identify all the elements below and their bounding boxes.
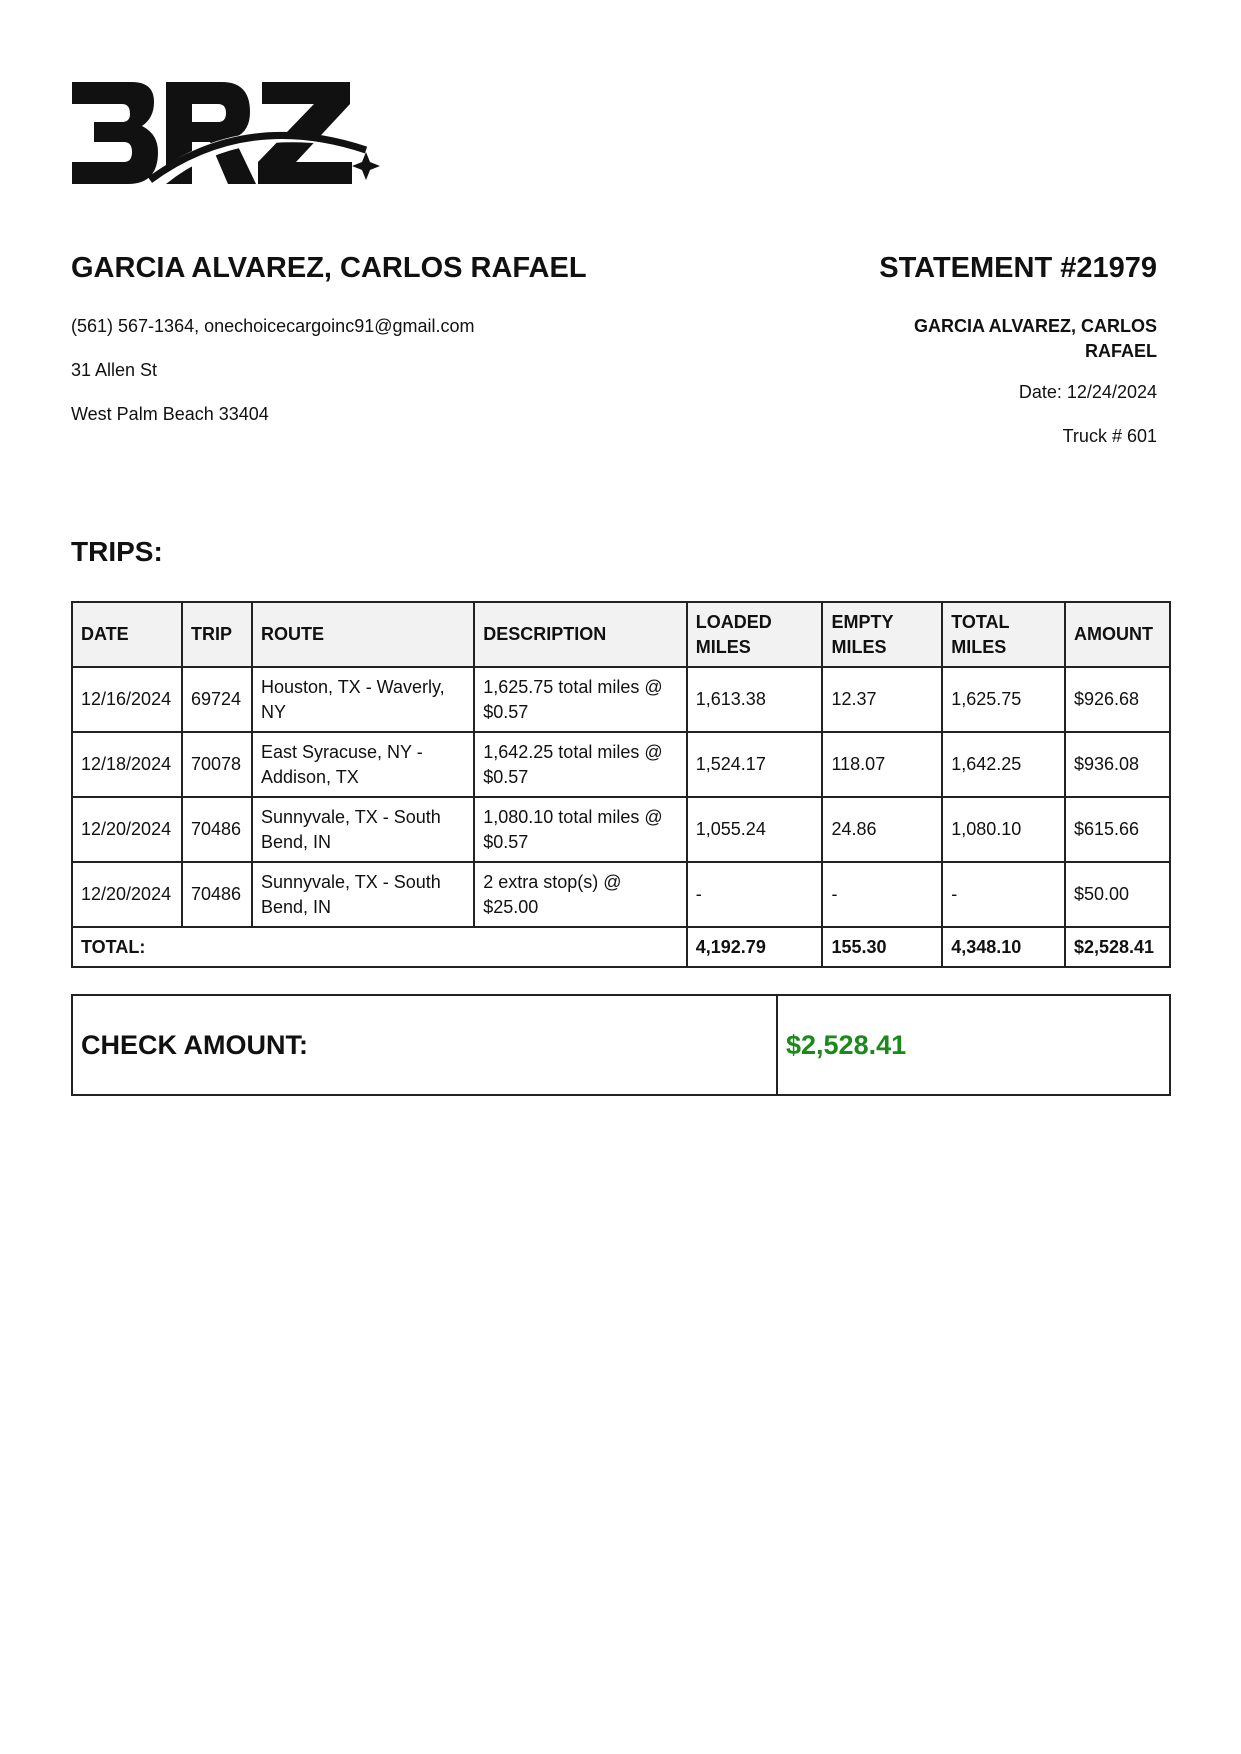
cell-loaded-miles: 1,524.17 [687, 732, 823, 797]
cell-route: Sunnyvale, TX - South Bend, IN [252, 797, 474, 862]
cell-amount: $926.68 [1065, 667, 1170, 732]
cell-trip: 70486 [182, 797, 252, 862]
trips-table [71, 601, 1171, 968]
check-amount-label: CHECK AMOUNT: [72, 995, 777, 1095]
table-row [72, 732, 1170, 797]
total-amount: $2,528.41 [1065, 927, 1170, 967]
sender-street: 31 Allen St [71, 360, 158, 380]
sender-city: West Palm Beach 33404 [71, 404, 269, 424]
header-trip: TRIP [182, 602, 252, 667]
cell-total-miles: 1,625.75 [942, 667, 1065, 732]
cell-amount: $936.08 [1065, 732, 1170, 797]
cell-amount: $615.66 [1065, 797, 1170, 862]
table-header-row [72, 602, 1170, 667]
table-row [72, 797, 1170, 862]
cell-empty-miles: 118.07 [822, 732, 942, 797]
cell-date: 12/16/2024 [72, 667, 182, 732]
trips-section-title: TRIPS: [71, 536, 163, 567]
cell-total-miles: 1,642.25 [942, 732, 1065, 797]
cell-route: Sunnyvale, TX - South Bend, IN [252, 862, 474, 927]
check-amount-value: $2,528.41 [777, 995, 1170, 1095]
header-amount: AMOUNT [1065, 602, 1170, 667]
cell-loaded-miles: 1,055.24 [687, 797, 823, 862]
cell-route: Houston, TX - Waverly, NY [252, 667, 474, 732]
truck-number: Truck # 601 [1062, 426, 1157, 446]
total-loaded-miles: 4,192.79 [687, 927, 823, 967]
total-label: TOTAL: [72, 927, 687, 967]
header-description: DESCRIPTION [474, 602, 687, 667]
table-row [72, 667, 1170, 732]
header-date: DATE [72, 602, 182, 667]
total-empty-miles: 155.30 [822, 927, 942, 967]
cell-description: 1,625.75 total miles @ $0.57 [474, 667, 687, 732]
cell-empty-miles: 24.86 [822, 797, 942, 862]
total-total-miles: 4,348.10 [942, 927, 1065, 967]
sender-name: GARCIA ALVAREZ, CARLOS RAFAEL [71, 252, 587, 284]
company-logo [70, 80, 380, 190]
cell-empty-miles: - [822, 862, 942, 927]
statement-payee: GARCIA ALVAREZ, CARLOS RAFAEL [914, 316, 1157, 361]
cell-route: East Syracuse, NY - Addison, TX [252, 732, 474, 797]
header-empty-miles: EMPTY MILES [822, 602, 942, 667]
total-row [72, 927, 1170, 967]
cell-amount: $50.00 [1065, 862, 1170, 927]
cell-loaded-miles: 1,613.38 [687, 667, 823, 732]
statement-title: STATEMENT #21979 [879, 252, 1157, 284]
cell-total-miles: - [942, 862, 1065, 927]
sender-contact: (561) 567-1364, onechoicecargoinc91@gmail.com [71, 316, 475, 336]
check-amount-box [71, 994, 1171, 1096]
cell-date: 12/20/2024 [72, 862, 182, 927]
cell-empty-miles: 12.37 [822, 667, 942, 732]
cell-trip: 69724 [182, 667, 252, 732]
cell-description: 2 extra stop(s) @ $25.00 [474, 862, 687, 927]
cell-trip: 70078 [182, 732, 252, 797]
header-loaded-miles: LOADED MILES [687, 602, 823, 667]
cell-description: 1,642.25 total miles @ $0.57 [474, 732, 687, 797]
cell-date: 12/20/2024 [72, 797, 182, 862]
statement-date: Date: 12/24/2024 [1018, 382, 1157, 402]
header-total-miles: TOTAL MILES [942, 602, 1065, 667]
cell-description: 1,080.10 total miles @ $0.57 [474, 797, 687, 862]
cell-loaded-miles: - [687, 862, 823, 927]
cell-trip: 70486 [182, 862, 252, 927]
table-row [72, 862, 1170, 927]
cell-date: 12/18/2024 [72, 732, 182, 797]
header-route: ROUTE [252, 602, 474, 667]
cell-total-miles: 1,080.10 [942, 797, 1065, 862]
